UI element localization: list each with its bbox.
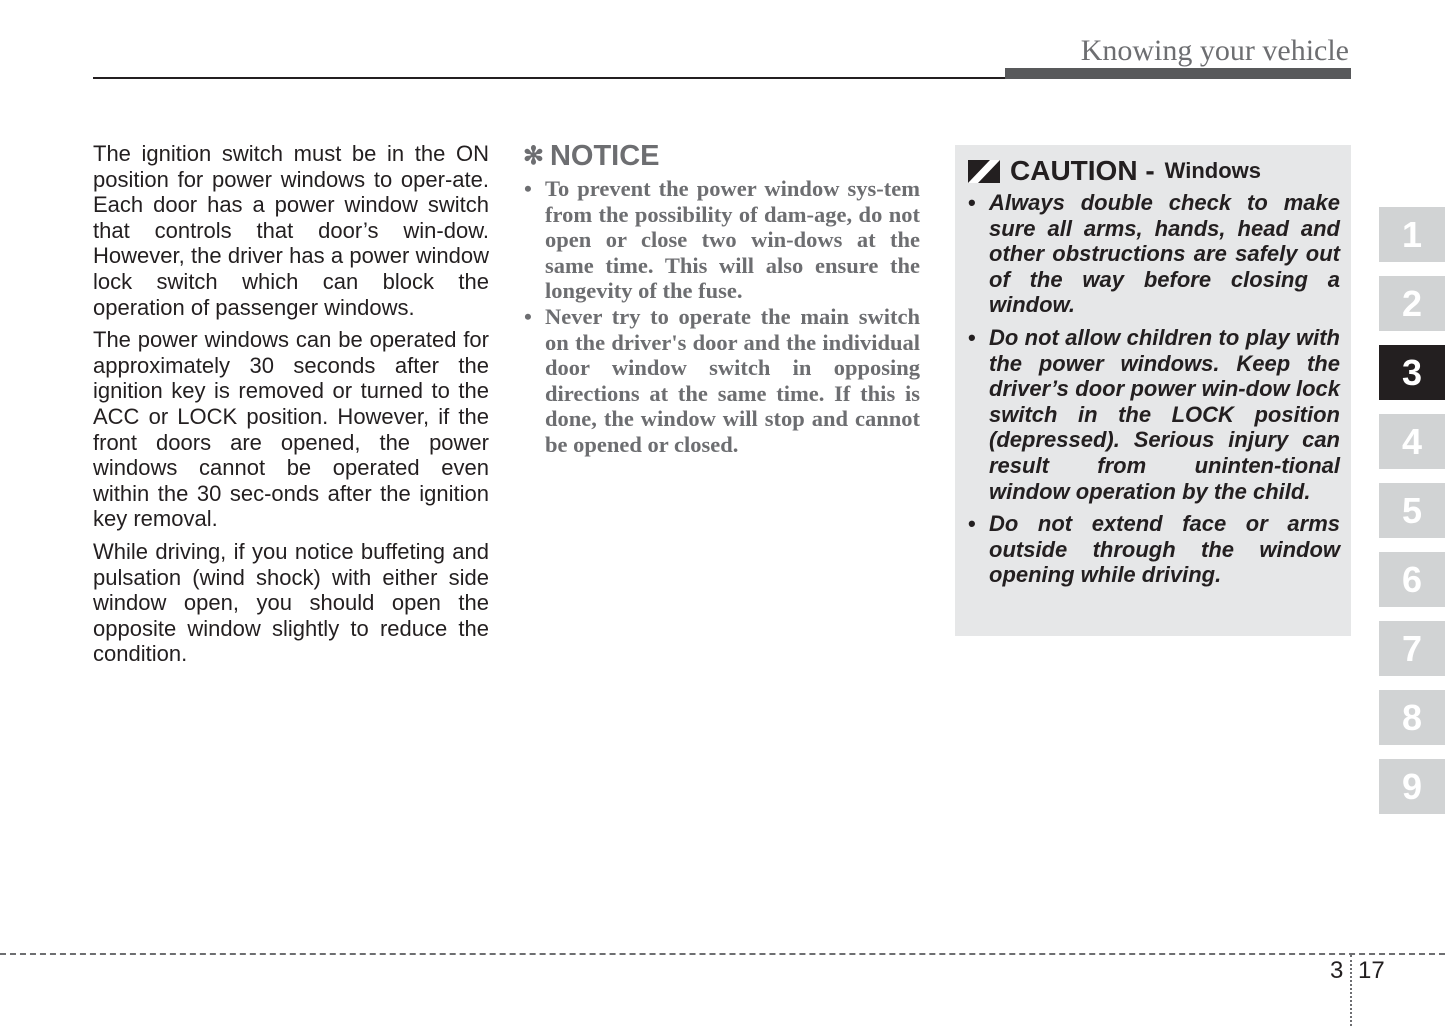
notice-item: • To prevent the power window sys-tem from the possibility of dam-age, do not open or close two win-dows at the same time. This will also ensure the longevity of the fuse. — [523, 176, 920, 304]
caution-box — [955, 145, 1351, 636]
caution-subtitle: Windows — [1164, 158, 1262, 183]
chapter-tab-2[interactable]: 2 — [1379, 276, 1445, 331]
chapter-tab-5[interactable]: 5 — [1379, 483, 1445, 538]
notice-section — [523, 138, 920, 458]
chapter-tab-6[interactable]: 6 — [1379, 552, 1445, 607]
caution-item: • Do not extend face or arms outside through the window opening while driving. — [968, 511, 1340, 588]
caution-heading — [968, 155, 1348, 187]
header-accent-bar — [1005, 68, 1351, 79]
notice-star-icon: ✻ — [523, 142, 544, 170]
header-title: Knowing your vehicle — [1080, 34, 1349, 67]
notice-title: NOTICE — [549, 139, 660, 172]
chapter-tab-9[interactable]: 9 — [1379, 759, 1445, 814]
header-rule — [93, 77, 1005, 79]
footer-page-number: 17 — [1358, 957, 1385, 984]
body-paragraph: While driving, if you notice buffeting and pulsation (wind shock) with either side window open, you should open the opposite window slightly to reduce the condition. — [93, 538, 489, 667]
caution-item: • Do not allow children to play with the power windows. Keep the driver’s door power win-dow lock switch in the LOCK position (depressed). Serious injury can result from uninten-tional window operation by the child. — [968, 325, 1340, 504]
body-paragraph: The ignition switch must be in the ON position for power windows to oper-ate. Each door has a power window switch that controls that door’s win-dow. However, the driver has a power window lock switch which can block the operation of passenger windows. — [93, 141, 489, 320]
chapter-tab-4[interactable]: 4 — [1379, 414, 1445, 469]
caution-list — [968, 190, 1340, 595]
notice-list — [523, 176, 920, 458]
footer-section-number: 3 — [1330, 957, 1344, 984]
caution-item: • Always double check to make sure all arms, hands, head and other obstructions are safely out of the way before closing a window. — [968, 190, 1340, 318]
notice-heading — [523, 138, 920, 174]
footer-divider — [1350, 955, 1352, 1026]
chapter-tab-1[interactable]: 1 — [1379, 207, 1445, 262]
body-text-column — [93, 141, 489, 674]
chapter-tab-8[interactable]: 8 — [1379, 690, 1445, 745]
chapter-tab-3[interactable]: 3 — [1379, 345, 1445, 400]
body-paragraph: The power windows can be operated for approximately 30 seconds after the ignition key is removed or turned to the ACC or LOCK position. However, if the front doors are opened, the power windows cannot be operated even within the 30 sec-onds after the ignition key removal. — [93, 327, 489, 532]
notice-item: • Never try to operate the main switch on the driver's door and the individual door window switch in opposing directions at the same time. If this is done, the window will stop and cannot be opened or closed. — [523, 304, 920, 458]
chapter-tabs — [1379, 207, 1445, 828]
footer-rule — [0, 953, 1445, 955]
caution-title: CAUTION - — [1010, 155, 1155, 186]
chapter-tab-7[interactable]: 7 — [1379, 621, 1445, 676]
caution-warning-icon — [968, 160, 1000, 183]
